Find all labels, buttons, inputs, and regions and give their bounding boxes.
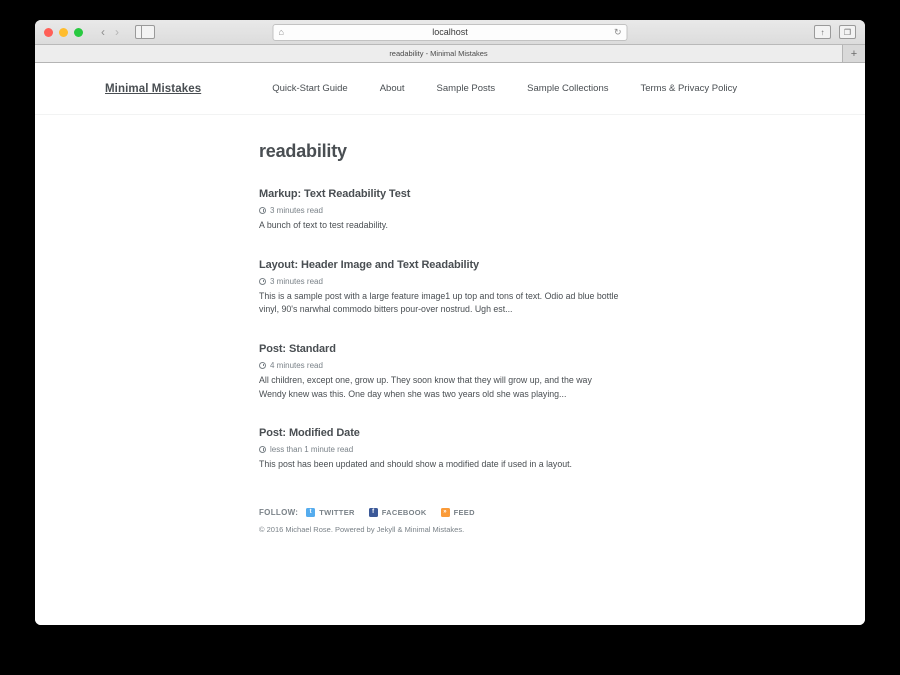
nav-item-quick-start-guide[interactable]: Quick-Start Guide [272, 83, 348, 94]
maximize-window-icon[interactable] [74, 28, 83, 37]
social-label-feed: FEED [453, 507, 475, 517]
entry-excerpt: A bunch of text to test readability. [259, 220, 388, 230]
close-window-icon[interactable] [44, 28, 53, 37]
forward-icon[interactable]: › [115, 25, 119, 39]
entry-excerpt: All children, except one, grow up. They soon know that they will grow up, and the way Wendy knew was this. One day when she was two years old she was playing... [259, 374, 592, 399]
list-item [259, 259, 619, 317]
entry-meta [259, 206, 619, 215]
site-title-link[interactable]: Minimal Mistakes [105, 82, 202, 95]
page-viewport [35, 63, 865, 625]
site-masthead [35, 63, 865, 115]
clock-icon [259, 207, 266, 214]
copyright-text: © 2016 Michael Rose. Powered by Jekyll & Minimal Mistakes. [259, 524, 465, 534]
entry-meta [259, 361, 619, 370]
twitter-icon: t [306, 508, 315, 517]
sidebar-toggle-icon[interactable] [135, 25, 155, 39]
clock-icon [259, 446, 266, 453]
tab-bar [35, 45, 865, 63]
tab-readability[interactable]: readability - Minimal Mistakes [35, 45, 843, 62]
entry-title-link[interactable]: Layout: Header Image and Text Readability [259, 258, 480, 271]
list-item [259, 343, 619, 401]
address-input[interactable]: localhost [432, 27, 468, 37]
list-item [259, 427, 619, 472]
entry-meta [259, 445, 619, 454]
new-tab-button[interactable]: + [843, 45, 865, 62]
nav-item-terms-privacy-policy[interactable]: Terms & Privacy Policy [640, 83, 738, 94]
share-icon[interactable]: ↑ [814, 25, 831, 39]
clock-icon [259, 362, 266, 369]
social-link-twitter[interactable] [306, 508, 354, 517]
read-time: 3 minutes read [270, 276, 323, 286]
navigation-buttons[interactable] [97, 26, 123, 38]
entry-title-link[interactable]: Post: Modified Date [259, 427, 360, 440]
list-item [259, 188, 619, 233]
facebook-icon: f [369, 508, 378, 517]
minimize-window-icon[interactable] [59, 28, 68, 37]
entry-excerpt: This is a sample post with a large feature image1 up top and tons of text. Odio ad blue bottle vinyl, 90's narwhal commodo bitters pour-over nostrud. Ugh est... [259, 290, 619, 315]
back-icon[interactable]: ‹ [101, 25, 105, 39]
nav-item-about[interactable]: About [379, 83, 405, 94]
nav-item-sample-posts[interactable]: Sample Posts [436, 83, 496, 94]
read-time: 3 minutes read [270, 206, 323, 215]
entry-excerpt: This post has been updated and should show a modified date if used in a layout. [259, 459, 572, 470]
browser-window [35, 20, 865, 625]
social-link-facebook[interactable] [369, 508, 427, 517]
browser-toolbar [35, 20, 865, 45]
page-title: readability [259, 141, 347, 161]
clock-icon [259, 278, 266, 285]
social-label-facebook: FACEBOOK [381, 507, 427, 517]
social-label-twitter: TWITTER [319, 507, 355, 517]
read-time: 4 minutes read [270, 360, 323, 370]
follow-row [259, 508, 865, 517]
entry-title-link[interactable]: Markup: Text Readability Test [259, 188, 411, 200]
entry-title-link[interactable]: Post: Standard [259, 342, 336, 355]
toolbar-right-buttons [814, 25, 856, 39]
home-icon[interactable]: ⌂ [278, 27, 284, 37]
read-time: less than 1 minute read [270, 445, 354, 455]
nav-item-sample-collections[interactable]: Sample Collections [527, 83, 609, 94]
address-bar[interactable] [273, 24, 628, 41]
show-tabs-icon[interactable]: ❐ [839, 25, 856, 39]
site-footer [259, 508, 865, 554]
reload-icon[interactable]: ↻ [613, 26, 622, 37]
entry-meta [259, 277, 619, 286]
social-link-feed[interactable] [441, 508, 475, 517]
rss-icon: » [441, 508, 450, 517]
window-controls[interactable] [44, 28, 83, 37]
follow-label: FOLLOW: [259, 507, 299, 517]
page-content [35, 115, 865, 554]
site-navigation [256, 83, 753, 94]
